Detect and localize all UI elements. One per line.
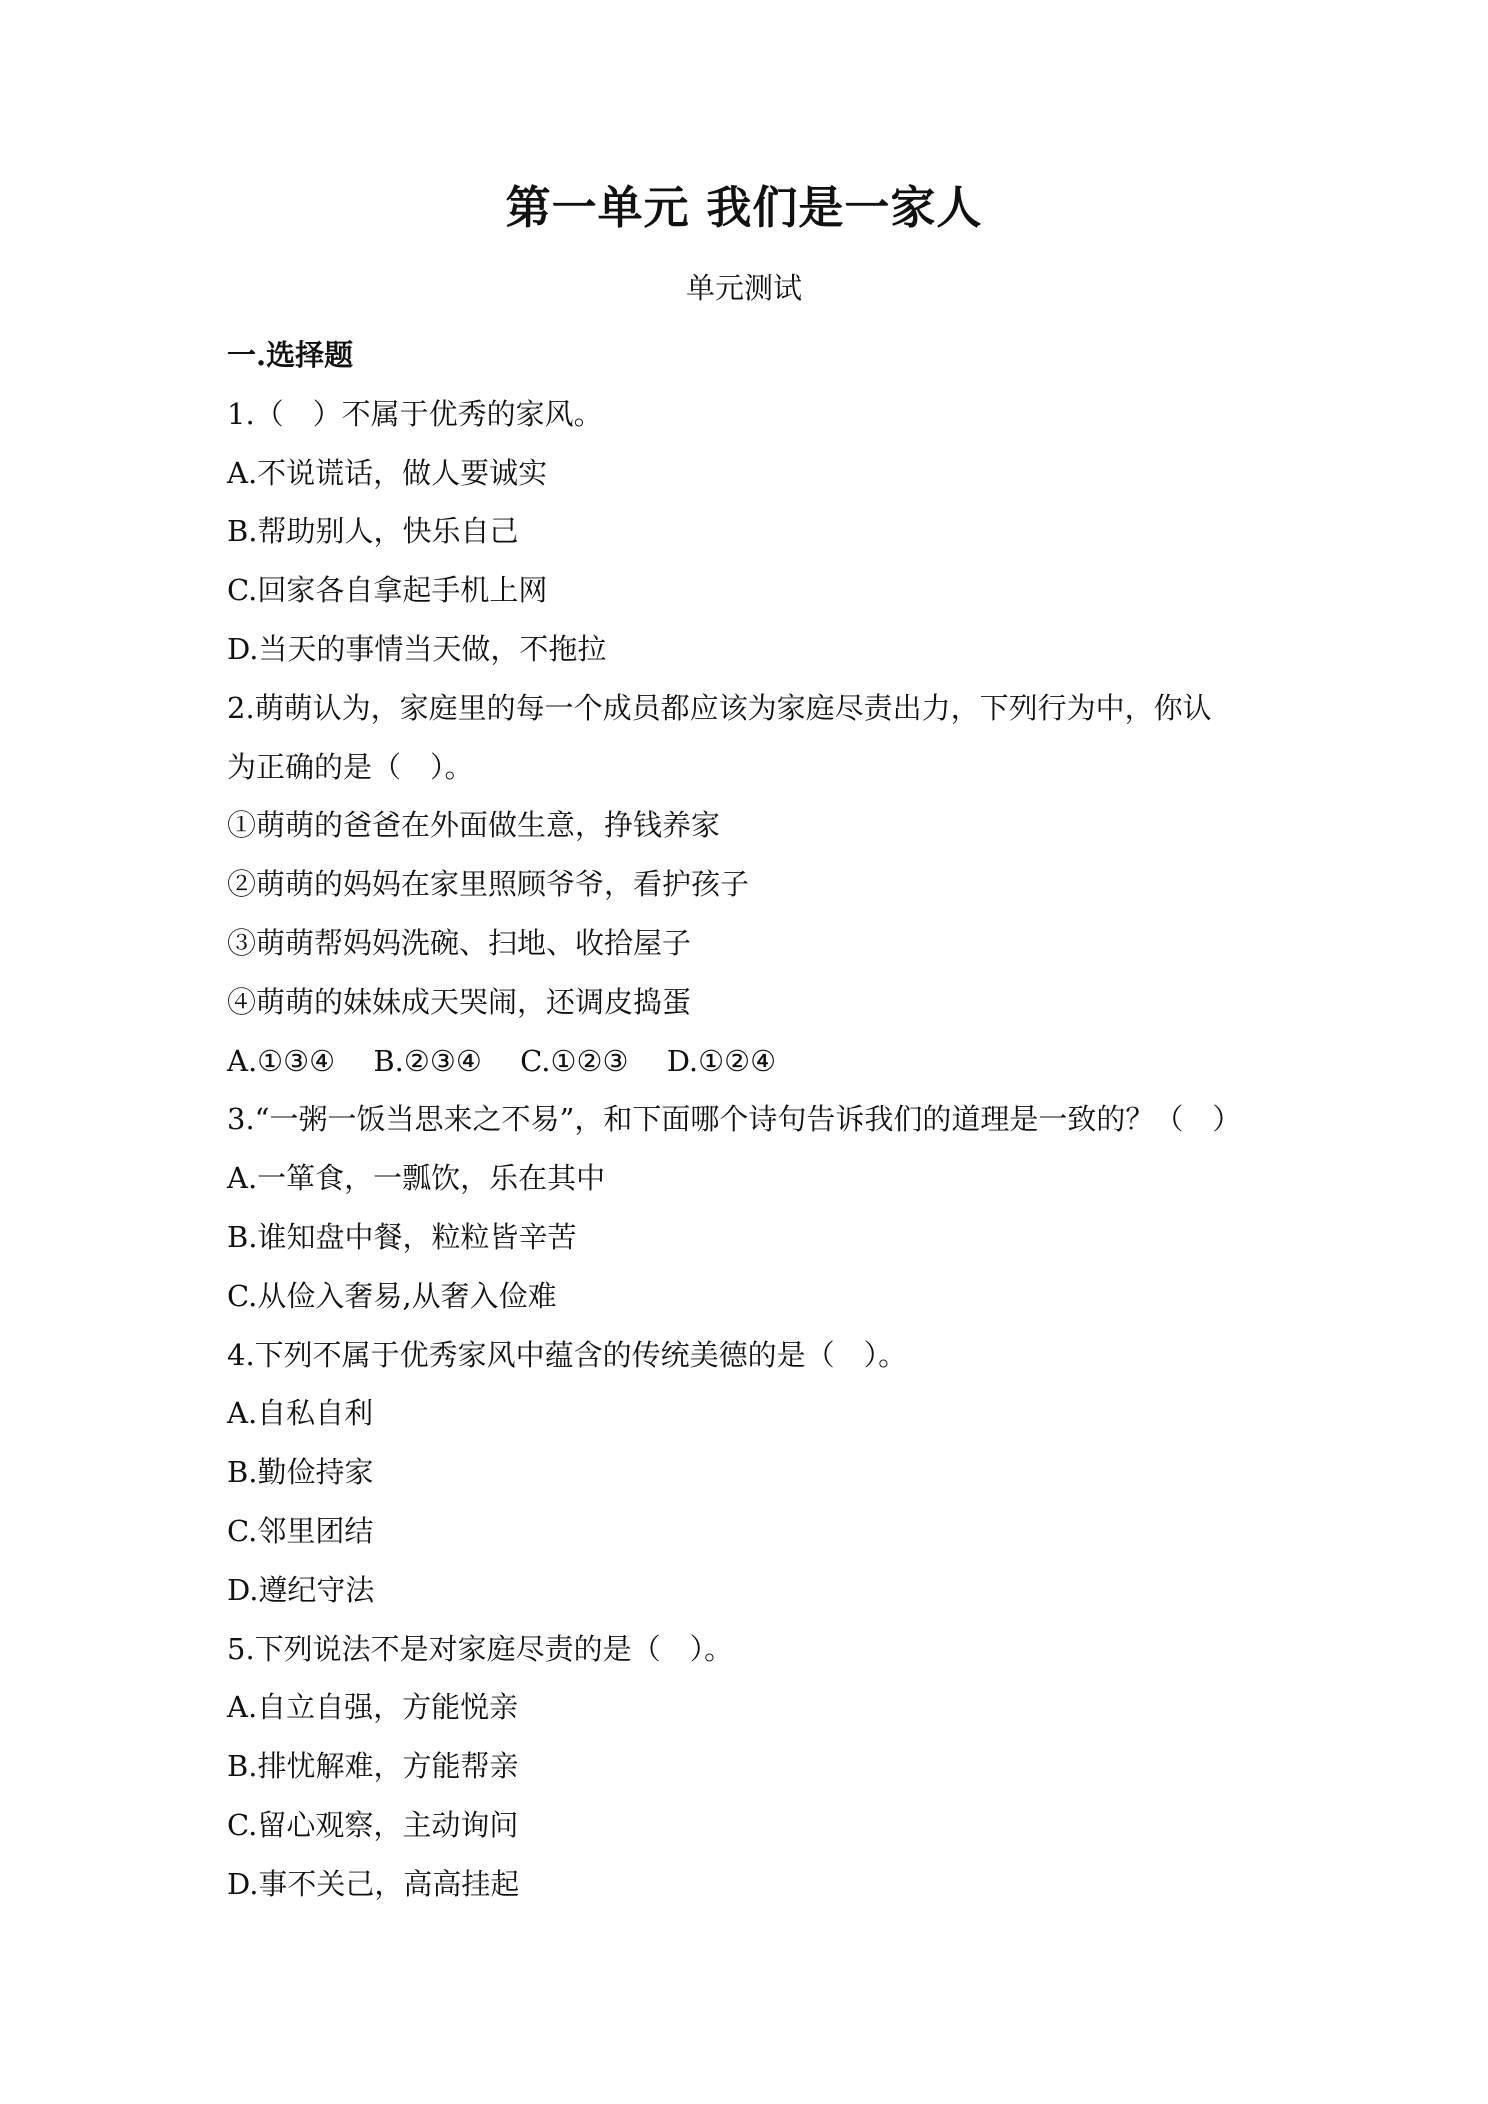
question-1-option-c: C.回家各自拿起手机上网 [227, 573, 548, 608]
section-heading: 一.选择题 [227, 338, 354, 372]
question-1-option-b: B.帮助别人，快乐自己 [227, 514, 519, 549]
question-1-option-d: D.当天的事情当天做，不拖拉 [227, 631, 607, 666]
question-list [227, 326, 1267, 1914]
question-5-option-d: D.事不关己，高高挂起 [227, 1866, 520, 1901]
question-5-option-a: A.自立自强，方能悦亲 [227, 1690, 519, 1725]
question-2-stem-line-1: 2.萌萌认为，家庭里的每一个成员都应该为家庭尽责出力，下列行为中，你认 [227, 690, 1212, 725]
question-3-option-c: C.从俭入奢易,从奢入俭难 [227, 1278, 557, 1313]
question-2-statement-2: ②萌萌的妈妈在家里照顾爷爷，看护孩子 [227, 867, 750, 902]
question-3-option-a: A.一箪食，一瓢饮，乐在其中 [227, 1161, 606, 1196]
question-5-stem: 5.下列说法不是对家庭尽责的是（ ）。 [227, 1631, 734, 1666]
page-title: 第一单元 我们是一家人 [505, 181, 983, 234]
question-4-stem: 4.下列不属于优秀家风中蕴含的传统美德的是（ ）。 [227, 1337, 908, 1372]
question-2-options: A.①③④ B.②③④ C.①②③ D.①②④ [227, 1043, 777, 1078]
question-3-option-b: B.谁知盘中餐，粒粒皆辛苦 [227, 1219, 577, 1254]
question-1-option-a: A.不说谎话，做人要诚实 [227, 455, 548, 490]
page-subtitle: 单元测试 [685, 271, 802, 305]
question-2-stem-line-2: 为正确的是（ ）。 [227, 749, 474, 784]
question-4-option-c: C.邻里团结 [227, 1513, 374, 1548]
question-5-option-b: B.排忧解难，方能帮亲 [227, 1749, 519, 1784]
question-2-statement-4: ④萌萌的妹妹成天哭闹，还调皮捣蛋 [227, 984, 692, 1019]
question-5-option-c: C.留心观察，主动询问 [227, 1807, 519, 1842]
question-1-stem: 1.（ ）不属于优秀的家风。 [227, 396, 603, 431]
question-4-option-b: B.勤俭持家 [227, 1455, 374, 1490]
question-2-statement-1: ①萌萌的爸爸在外面做生意，挣钱养家 [227, 808, 721, 843]
question-4-option-a: A.自私自利 [227, 1396, 374, 1431]
question-3-stem: 3.“一粥一饭当思来之不易”，和下面哪个诗句告诉我们的道理是一致的？（ ） [227, 1102, 1242, 1137]
question-2-statement-3: ③萌萌帮妈妈洗碗、扫地、收拾屋子 [227, 925, 692, 960]
question-4-option-d: D.遵纪守法 [227, 1572, 375, 1607]
